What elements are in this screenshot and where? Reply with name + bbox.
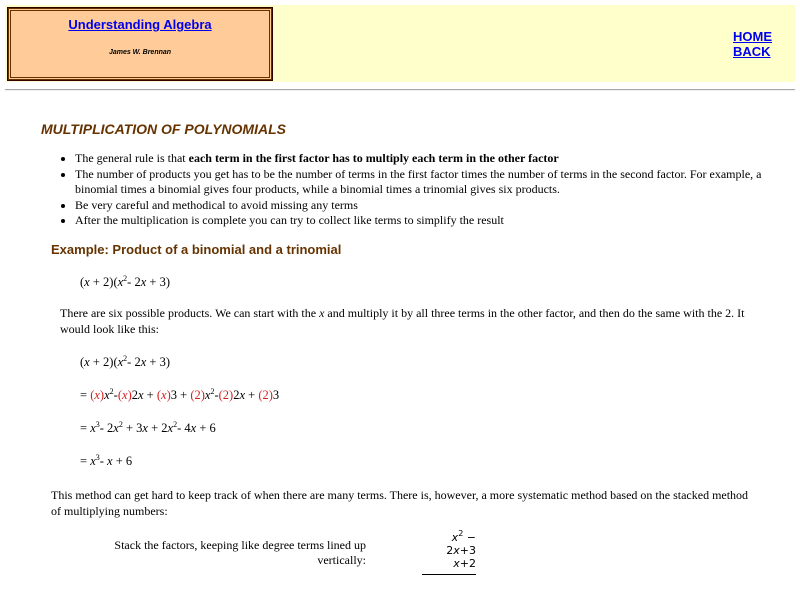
math-segment: ) [127, 388, 132, 402]
math-segment: + 6 [112, 454, 133, 468]
math-segment: and multiply it by all three terms in the other factor, and then do the same with the 2. It would look like this: [60, 306, 745, 336]
math-segment: 2 [458, 529, 464, 538]
math-segment: (2) [190, 388, 205, 402]
list-text: Be very careful and methodical to avoid missing any terms [75, 197, 358, 212]
list-bold-text: each term in the first factor has to multiply each term in the other factor [188, 151, 559, 165]
list-item [75, 213, 785, 229]
math-segment: x [140, 275, 147, 289]
math-segment: x [137, 388, 144, 402]
math-segment: x [140, 355, 147, 369]
math-segment: x [190, 421, 197, 435]
math-segment: x [117, 275, 124, 289]
list-item [75, 151, 785, 167]
math-segment: ( [80, 275, 85, 289]
math-segment: +2 [459, 557, 476, 570]
page-title: MULTIPLICATION OF POLYNOMIALS [41, 121, 286, 137]
divider [5, 89, 795, 91]
math-segment: ( [156, 388, 162, 402]
math-segment: - 4 [177, 421, 191, 435]
math-segment: ( [80, 355, 85, 369]
math-segment: x [239, 388, 246, 402]
math-segment: There are six possible products. We can start with the [60, 306, 320, 320]
paragraph [60, 305, 760, 337]
expression [80, 454, 132, 469]
math-segment: + [245, 388, 259, 402]
math-segment: 2 [123, 274, 128, 283]
list-text: The general rule is that [75, 151, 189, 165]
math-segment: x [451, 531, 459, 544]
math-segment: + 2)( [89, 355, 118, 369]
math-segment: 3 [95, 453, 100, 462]
back-link[interactable]: BACK [733, 44, 771, 59]
math-segment: + [143, 388, 157, 402]
math-segment: = [80, 454, 91, 468]
math-segment: x [90, 421, 96, 435]
math-segment: ( [90, 388, 95, 402]
author-name: James W. Brennan [108, 49, 172, 56]
math-segment: = [80, 421, 91, 435]
math-segment: - 2 [127, 275, 141, 289]
math-segment: x [84, 355, 90, 369]
expression [80, 275, 170, 290]
logo-box [8, 8, 272, 80]
math-segment: - [113, 388, 118, 402]
math-segment: (2) [218, 388, 234, 402]
site-title-link[interactable]: Understanding Algebra [68, 17, 212, 32]
math-segment: x [104, 388, 110, 402]
stacked-factors [422, 531, 476, 575]
math-segment: x [107, 454, 113, 468]
math-segment: x [167, 421, 174, 435]
paragraph: This method can get hard to keep track of when there are many terms. There is, however, a more systematic method based on the stacked method of multiplying numbers: [51, 488, 749, 518]
math-segment: x [117, 355, 124, 369]
expression [80, 388, 279, 403]
expression [80, 355, 170, 370]
math-segment: + 2 [147, 421, 168, 435]
list-text: The number of products you get has to be the number of terms in the first factor times the number of terms in the second factor. For example, a binomial times a binomial gives four products, while a binomial times a trinomial gives six products. [75, 166, 762, 196]
math-segment: x [142, 421, 148, 435]
math-segment: +3 [459, 544, 476, 557]
example-heading: Example: Product of a binomial and a trinomial [51, 242, 342, 257]
math-segment: ) [99, 388, 105, 402]
math-segment: − 2 [446, 531, 476, 557]
math-segment: 3 [95, 420, 100, 429]
math-segment: x [453, 557, 460, 570]
math-segment: 2 [210, 387, 215, 396]
list-item [75, 167, 785, 198]
math-segment: ) [166, 388, 171, 402]
math-segment: + 3 [122, 421, 143, 435]
math-segment: 2 [233, 388, 240, 402]
math-segment: + 3) [146, 275, 170, 289]
math-segment: + 2)( [89, 275, 118, 289]
math-segment: - 2 [127, 355, 141, 369]
math-segment: x [204, 388, 211, 402]
home-link[interactable]: HOME [733, 29, 772, 44]
math-segment: x [453, 544, 460, 557]
math-segment: 3 + [170, 388, 191, 402]
math-segment: ( [117, 388, 122, 402]
expression [80, 421, 216, 436]
stack-top-factor [422, 531, 476, 557]
math-segment: - 2 [99, 421, 114, 435]
math-segment: (2) [258, 388, 273, 402]
math-segment: x [90, 454, 96, 468]
math-segment: 3 [272, 388, 280, 402]
math-segment: 2 [131, 388, 138, 402]
math-segment: x [84, 275, 90, 289]
math-segment: x [319, 306, 325, 320]
rules-list [58, 151, 785, 229]
math-segment: x [122, 388, 128, 402]
math-segment: 2 [123, 354, 128, 363]
math-segment: - [214, 388, 219, 402]
math-segment: 2 [109, 387, 114, 396]
list-text: After the multiplication is complete you can try to collect like terms to simplify the result [75, 213, 504, 227]
math-segment: x [113, 421, 119, 435]
stack-bottom-factor [422, 557, 476, 570]
math-segment: + 6 [196, 421, 216, 435]
math-segment: 2 [118, 420, 123, 429]
math-segment: - [99, 454, 108, 468]
stack-instruction: Stack the factors, keeping like degree terms lined up vertically: [114, 538, 366, 567]
math-segment: 2 [173, 420, 178, 429]
math-segment: x [94, 388, 100, 402]
math-segment: x [161, 388, 167, 402]
math-segment: = [80, 388, 91, 402]
list-item [75, 198, 785, 214]
math-segment: + 3) [146, 355, 170, 369]
